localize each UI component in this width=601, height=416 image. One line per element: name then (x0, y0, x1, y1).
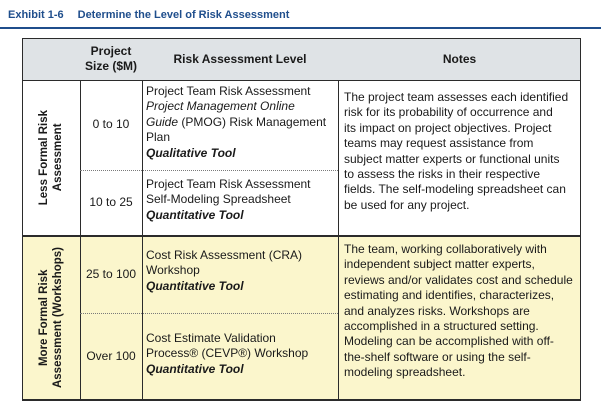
notes-cell-less-formal (338, 80, 581, 236)
group-label-less-formal-line1: Less Formal Risk (38, 110, 50, 206)
tool-label-row2: Quantitative Tool (146, 207, 244, 222)
col-rule-1 (80, 80, 81, 400)
header-project-size (80, 38, 142, 80)
group-label-more-formal-line2: Assessment (Workshops) (52, 247, 64, 389)
level-cell-row3 (142, 236, 338, 313)
header-bottom-rule (22, 80, 581, 81)
level-cell-row4 (142, 313, 338, 400)
size-value-row1: 0 to 10 (92, 117, 130, 132)
notes-more-line9: modeling spreadsheet. (344, 365, 466, 380)
notes-more-line7: Modeling can be accomplished with off- (344, 334, 554, 349)
level-row4-line1: Cost Estimate Validation (146, 331, 276, 345)
tool-label-row3: Quantitative Tool (146, 278, 244, 293)
notes-less-line1: The project team assesses each identified (344, 90, 569, 104)
notes-more-line5: and analyzes risks. Workshops are (344, 303, 530, 318)
notes-less-line8: be used for any project. (344, 197, 470, 212)
level-row2-line1: Project Team Risk Assessment (146, 177, 311, 191)
size-value-row2: 10 to 25 (89, 195, 133, 210)
notes-less-line3: its impact on project objectives. Project (344, 120, 552, 135)
level-row3-line1: Cost Risk Assessment (CRA) (146, 248, 303, 262)
tool-label-row1: Qualitative Tool (146, 145, 236, 160)
size-cell-row4 (80, 313, 142, 400)
level-row4-line2: Process® (CEVP®) Workshop (146, 346, 309, 361)
notes-more-line8: the-shelf software or using the self- (344, 349, 531, 364)
table-top-border (22, 38, 581, 39)
title-rule (0, 27, 601, 29)
level-row1-line4: Plan (146, 130, 171, 145)
header-project-size-line2: Size ($M) (84, 59, 137, 73)
notes-more-line4: estimating and identifies, characterizes, (344, 288, 555, 303)
group-label-more-formal-line1: More Formal Risk (38, 269, 50, 367)
group-label-more-formal (22, 236, 80, 400)
level-row3-line2: Workshop (146, 263, 200, 278)
notes-less-line4: teams may request assistance from (344, 136, 534, 151)
exhibit-title-text: Determine the Level of Risk Assessment (77, 9, 290, 21)
group-label-less-formal (22, 80, 80, 236)
notes-less-line2: risk for its probability of occurrence and (344, 105, 553, 120)
notes-cell-more-formal (338, 236, 581, 400)
col-rule-2 (142, 80, 143, 400)
level-row1-line1: Project Team Risk Assessment (146, 84, 311, 98)
level-row2-line2: Self-Modeling Spreadsheet (146, 192, 291, 207)
level-cell-row1 (142, 80, 338, 170)
header-blank-cell (22, 38, 80, 80)
row-divider-2 (80, 313, 338, 314)
notes-less-line6: to assess the risks in their respective (344, 167, 541, 182)
level-cell-row2 (142, 170, 338, 236)
notes-more-line1: The team, working collaboratively with (344, 242, 547, 256)
size-value-row4: Over 100 (86, 348, 136, 363)
risk-assessment-table (22, 38, 581, 406)
size-cell-row2 (80, 170, 142, 236)
notes-more-line2: independent subject matter experts, (344, 257, 535, 272)
group-label-less-formal-line2: Assessment (52, 124, 64, 192)
header-notes (338, 38, 581, 80)
size-cell-row3 (80, 236, 142, 313)
header-project-size-line1: Project (90, 44, 132, 58)
table-right-border (580, 38, 581, 401)
notes-less-line7: fields. The self-modeling spreadsheet can (344, 182, 566, 197)
group-divider-rule (22, 235, 581, 237)
level-row1-line2: Project Management Online (146, 99, 295, 114)
row-divider-1 (80, 170, 338, 171)
size-cell-row1 (80, 80, 142, 170)
header-risk-level (142, 38, 338, 80)
notes-more-line6: accomplished in a structured setting. (344, 319, 539, 334)
size-value-row3: 25 to 100 (85, 266, 137, 281)
col-rule-3 (338, 80, 339, 400)
level-row1-line3a: Guide (146, 114, 179, 129)
notes-more-line3: reviews and/or validates cost and schedule (344, 272, 573, 287)
table-left-border (22, 38, 23, 401)
header-risk-level-label: Risk Assessment Level (173, 51, 307, 66)
exhibit-heading (8, 9, 289, 21)
tool-label-row4: Quantitative Tool (146, 361, 244, 376)
header-notes-label: Notes (442, 51, 477, 66)
level-row1-line3b: (PMOG) Risk Management (181, 114, 327, 129)
exhibit-number: Exhibit 1-6 (8, 9, 64, 21)
table-bottom-border (22, 399, 581, 401)
notes-less-line5: subject matter experts or functional units (344, 151, 560, 166)
